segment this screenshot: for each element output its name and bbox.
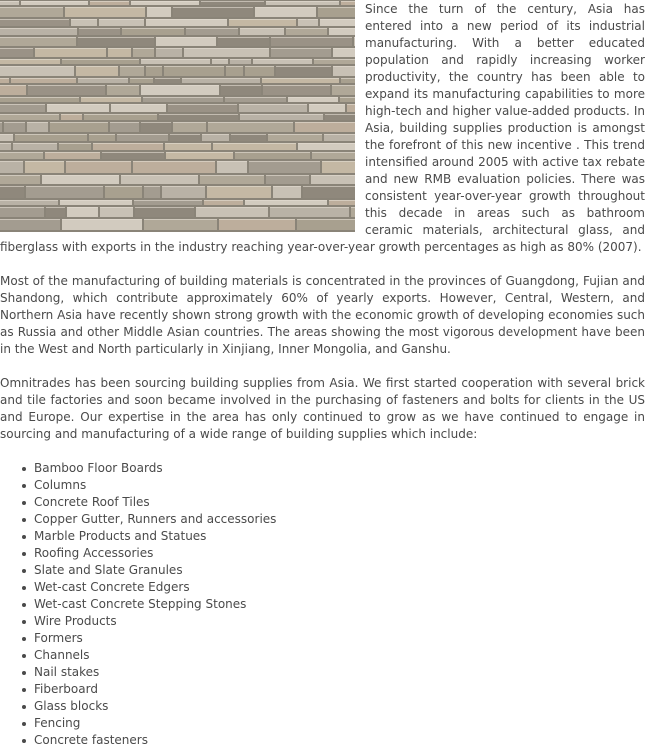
list-item: Glass blocks <box>34 698 645 715</box>
omnitrades-paragraph: Omnitrades has been sourcing building supplies from Asia. We first started cooperation with several brick and tile factories and soon became involved in the purchasing of fasteners and bolts for clients in the US and Europe. Our expertise in the area has only continued to grow as we have continued to engage in sourcing and manufacturing of a wide range of building supplies which include: <box>0 376 645 441</box>
list-item: Nail stakes <box>34 664 645 681</box>
list-item: Roofing Accessories <box>34 545 645 562</box>
list-item: Bamboo Floor Boards <box>34 460 645 477</box>
list-item: Concrete Roof Tiles <box>34 494 645 511</box>
manufacturing-regions-paragraph: Most of the manufacturing of building materials is concentrated in the provinces of Guangdong, Fujian and Shandong, which contribute approximately 60% of yearly exports. However, Central, Western, and Northern Asia have recently shown strong growth with the economic growth of developing economies such as Russia and other Middle Asian countries. The areas showing the most vigorous development have been in the West and North particularly in Xinjiang, Inner Mongolia, and Ganshu. <box>0 274 645 356</box>
list-item: Columns <box>34 477 645 494</box>
list-item: Concrete fasteners <box>34 732 645 749</box>
list-item: Copper Gutter, Runners and accessories <box>34 511 645 528</box>
stacked-stone-wall-photo <box>0 0 355 232</box>
list-item: Wet-cast Concrete Stepping Stones <box>34 596 645 613</box>
list-item: Fencing <box>34 715 645 732</box>
list-item: Channels <box>34 647 645 664</box>
list-item: Slate and Slate Granules <box>34 562 645 579</box>
building-supplies-list <box>0 460 645 749</box>
list-item: Fiberboard <box>34 681 645 698</box>
list-item: Marble Products and Statues <box>34 528 645 545</box>
list-item: Wet-cast Concrete Edgers <box>34 579 645 596</box>
list-item: Formers <box>34 630 645 647</box>
list-item: Wire Products <box>34 613 645 630</box>
intro-paragraph: Since the turn of the century, Asia has entered into a new period of its industrial manufacturing. With a better educated population and rapidly increasing worker productivity, the country has been able to expand its manufacturing capabilities to more high-tech and higher value-added products. In Asia, building supplies production is amongst the forefront of this new incentive . This trend intensified around 2005 with active tax rebate and new RMB evaluation policies. There was consistent year-over-year growth throughout this decade in areas such as bathroom ceramic materials, architectural glass, and fiberglass with exports in the industry reaching year-over-year growth percentages as high as 80% (2007). <box>0 2 645 254</box>
